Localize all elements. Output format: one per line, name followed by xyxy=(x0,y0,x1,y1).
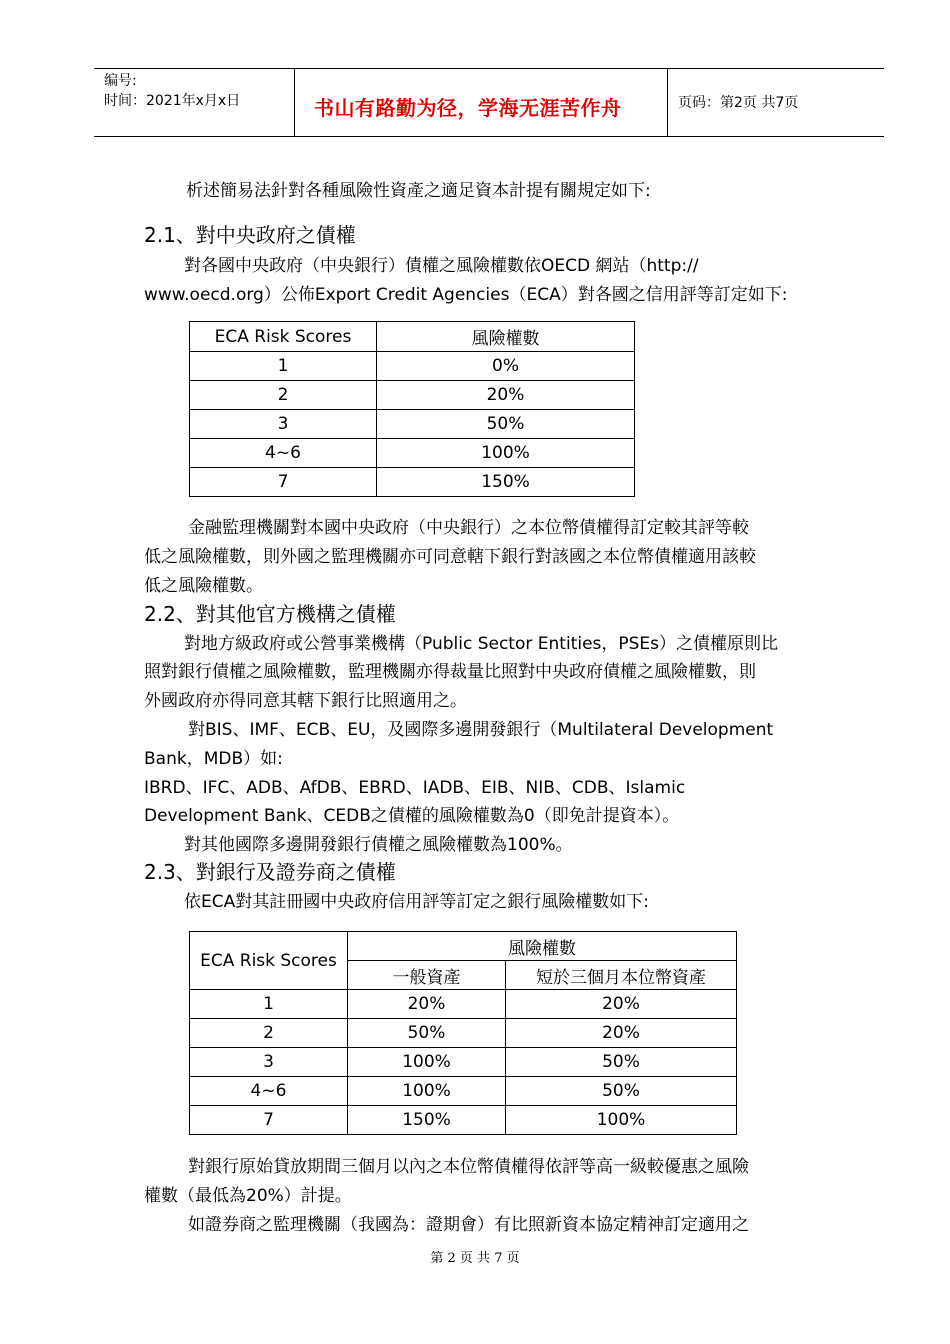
paragraph-line: Development Bank、CEDB之債權的風險權數為0（即免計提資本）。 xyxy=(144,806,680,826)
table-cell: 100% xyxy=(506,1106,737,1135)
paragraph-line: 依ECA對其註冊國中央政府信用評等訂定之銀行風險權數如下: xyxy=(184,892,649,912)
table-cell: 4~6 xyxy=(190,1077,348,1106)
paragraph-line: 對地方級政府或公營事業機構（Public Sector Entities，PSEs）之債權原則比 xyxy=(184,634,779,654)
table-cell: 2 xyxy=(190,381,377,410)
table-row xyxy=(190,990,737,1019)
table-cell: 1 xyxy=(190,990,348,1019)
table-header: 風險權數 xyxy=(377,322,635,352)
table-header: ECA Risk Scores xyxy=(190,932,348,990)
table-cell: 50% xyxy=(506,1048,737,1077)
table-subheader: 短於三個月本位幣資產 xyxy=(506,961,737,990)
paragraph-line: Bank，MDB）如: xyxy=(144,749,283,769)
table-cell: 100% xyxy=(348,1048,506,1077)
paragraph-line: 對銀行原始貸放期間三個月以內之本位幣債權得依評等高一級較優惠之風險 xyxy=(188,1157,749,1177)
table-row xyxy=(190,352,635,381)
paragraph-line: 權數（最低為20%）計提。 xyxy=(144,1186,352,1206)
table-cell: 20% xyxy=(506,1019,737,1048)
table-cell: 3 xyxy=(190,410,377,439)
table-row xyxy=(190,1077,737,1106)
paragraph-line: 對其他國際多邊開發銀行債權之風險權數為100%。 xyxy=(184,835,573,855)
table-cell: 7 xyxy=(190,468,377,497)
table-cell: 20% xyxy=(377,381,635,410)
table-row xyxy=(190,410,635,439)
header-top-rule xyxy=(94,68,884,69)
paragraph-line: 對BIS、IMF、ECB、EU，及國際多邊開發銀行（Multilateral Development xyxy=(188,720,774,740)
header-bottom-rule xyxy=(94,136,884,137)
table-cell: 20% xyxy=(506,990,737,1019)
paragraph-line: 照對銀行債權之風險權數，監理機關亦得裁量比照對中央政府債權之風險權數，則 xyxy=(144,662,756,682)
doc-number-label: 编号: xyxy=(104,73,137,89)
paragraph-line: IBRD、IFC、ADB、AfDB、EBRD、IADB、EIB、NIB、CDB、Islamic xyxy=(144,778,686,798)
table-cell: 3 xyxy=(190,1048,348,1077)
risk-weight-table-central-gov xyxy=(189,321,635,497)
header-motto: 书山有路勤为径，学海无涯苦作舟 xyxy=(314,96,622,120)
table-cell: 1 xyxy=(190,352,377,381)
table-cell: 50% xyxy=(377,410,635,439)
header-divider xyxy=(667,68,668,136)
table-cell: 150% xyxy=(348,1106,506,1135)
table-row xyxy=(190,381,635,410)
section-heading-2-1: 2.1、對中央政府之債權 xyxy=(144,223,356,247)
table-cell: 0% xyxy=(377,352,635,381)
page-footer: 第 2 页 共 7 页 xyxy=(430,1251,520,1266)
header-divider xyxy=(294,68,295,136)
section-heading-2-3: 2.3、對銀行及證券商之債權 xyxy=(144,860,396,884)
table-cell: 7 xyxy=(190,1106,348,1135)
paragraph-line: 低之風險權數，則外國之監理機關亦可同意轄下銀行對該國之本位幣債權適用該較 xyxy=(144,547,756,567)
table-cell: 2 xyxy=(190,1019,348,1048)
risk-weight-table-banks xyxy=(189,931,737,1135)
table-header: ECA Risk Scores xyxy=(190,322,377,352)
doc-time-label: 时间：2021年x月x日 xyxy=(104,93,241,109)
table-cell: 50% xyxy=(348,1019,506,1048)
header-page-label: 页码：第2页 共7页 xyxy=(678,95,799,111)
paragraph-line: 對各國中央政府（中央銀行）債權之風險權數依OECD 網站（http:// xyxy=(184,256,699,276)
table-cell: 20% xyxy=(348,990,506,1019)
paragraph-line: 外國政府亦得同意其轄下銀行比照適用之。 xyxy=(144,691,467,711)
table-cell: 150% xyxy=(377,468,635,497)
table-header-group: 風險權數 xyxy=(348,932,737,961)
table-row xyxy=(190,468,635,497)
paragraph-line: www.oecd.org）公佈Export Credit Agencies（ECA）對各國之信用評等訂定如下: xyxy=(144,285,788,305)
table-row xyxy=(190,439,635,468)
paragraph-line: 如證券商之監理機關（我國為：證期會）有比照新資本協定精神訂定適用之 xyxy=(188,1215,749,1235)
table-row xyxy=(190,1048,737,1077)
table-cell: 4~6 xyxy=(190,439,377,468)
table-cell: 100% xyxy=(348,1077,506,1106)
table-row xyxy=(190,1106,737,1135)
table-cell: 100% xyxy=(377,439,635,468)
intro-paragraph: 析述簡易法針對各種風險性資產之適足資本計提有關規定如下: xyxy=(186,181,651,201)
paragraph-line: 金融監理機關對本國中央政府（中央銀行）之本位幣債權得訂定較其評等較 xyxy=(188,518,749,538)
section-heading-2-2: 2.2、對其他官方機構之債權 xyxy=(144,602,396,626)
table-cell: 50% xyxy=(506,1077,737,1106)
paragraph-line: 低之風險權數。 xyxy=(144,576,263,596)
table-row xyxy=(190,1019,737,1048)
table-subheader: 一般資產 xyxy=(348,961,506,990)
